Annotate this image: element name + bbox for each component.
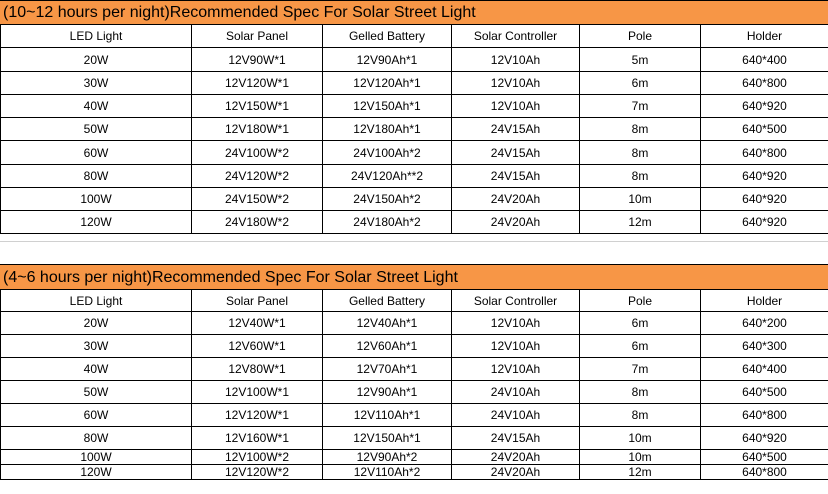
table-row — [1, 165, 828, 188]
cell-solar-controller: 24V15Ah — [452, 427, 580, 450]
cell-solar-panel: 12V120W*1 — [192, 404, 323, 427]
table-row — [1, 188, 828, 211]
cell-solar-panel: 12V100W*1 — [192, 381, 323, 404]
cell-holder: 640*800 — [701, 72, 828, 95]
cell-solar-controller: 24V10Ah — [452, 404, 580, 427]
table-row — [1, 118, 828, 141]
cell-led-light: 30W — [1, 335, 192, 358]
cell-led-light: 50W — [1, 381, 192, 404]
cell-pole: 6m — [580, 72, 701, 95]
header-row — [1, 25, 828, 48]
table-row — [1, 465, 828, 480]
header-gelled-battery: Gelled Battery — [323, 290, 452, 312]
cell-gelled-battery: 12V90Ah*1 — [323, 381, 452, 404]
header-pole: Pole — [580, 25, 701, 48]
header-solar-controller: Solar Controller — [452, 290, 580, 312]
cell-solar-panel: 12V60W*1 — [192, 335, 323, 358]
cell-led-light: 20W — [1, 312, 192, 335]
cell-solar-panel: 12V90W*1 — [192, 48, 323, 72]
cell-gelled-battery: 12V70Ah*1 — [323, 358, 452, 381]
cell-holder: 640*800 — [701, 404, 828, 427]
cell-gelled-battery: 12V110Ah*2 — [323, 465, 452, 480]
cell-solar-controller: 24V15Ah — [452, 165, 580, 188]
cell-holder: 640*920 — [701, 211, 828, 234]
cell-solar-panel: 12V120W*1 — [192, 72, 323, 95]
cell-pole: 10m — [580, 188, 701, 211]
cell-led-light: 30W — [1, 72, 192, 95]
cell-solar-panel: 12V80W*1 — [192, 358, 323, 381]
cell-pole: 12m — [580, 211, 701, 234]
table-row — [1, 358, 828, 381]
cell-solar-panel: 12V40W*1 — [192, 312, 323, 335]
table-row — [1, 48, 828, 72]
cell-holder: 640*400 — [701, 358, 828, 381]
cell-holder: 640*400 — [701, 48, 828, 72]
cell-solar-panel: 12V160W*1 — [192, 427, 323, 450]
cell-solar-controller: 24V10Ah — [452, 381, 580, 404]
cell-solar-panel: 12V120W*2 — [192, 465, 323, 480]
cell-led-light: 60W — [1, 404, 192, 427]
cell-pole: 6m — [580, 312, 701, 335]
cell-holder: 640*800 — [701, 141, 828, 165]
cell-gelled-battery: 12V40Ah*1 — [323, 312, 452, 335]
cell-led-light: 120W — [1, 465, 192, 480]
cell-pole: 6m — [580, 335, 701, 358]
cell-led-light: 20W — [1, 48, 192, 72]
table-row — [1, 141, 828, 165]
cell-pole: 8m — [580, 118, 701, 141]
cell-solar-controller: 24V20Ah — [452, 450, 580, 465]
spacer-row — [0, 241, 828, 266]
cell-led-light: 100W — [1, 188, 192, 211]
table2-title: (4~6 hours per night)Recommended Spec For Solar Street Light — [3, 269, 458, 286]
cell-holder: 640*920 — [701, 165, 828, 188]
table1 — [0, 24, 828, 234]
header-led-light: LED Light — [1, 290, 192, 312]
cell-gelled-battery: 12V150Ah*1 — [323, 95, 452, 118]
table2 — [0, 289, 828, 480]
cell-holder: 640*920 — [701, 427, 828, 450]
cell-holder: 640*500 — [701, 450, 828, 465]
cell-solar-controller: 12V10Ah — [452, 72, 580, 95]
table1-title: (10~12 hours per night)Recommended Spec For Solar Street Light — [3, 4, 476, 21]
cell-holder: 640*500 — [701, 381, 828, 404]
table-row — [1, 312, 828, 335]
cell-led-light: 80W — [1, 165, 192, 188]
cell-solar-controller: 12V10Ah — [452, 335, 580, 358]
cell-solar-panel: 24V120W*2 — [192, 165, 323, 188]
cell-gelled-battery: 24V180Ah*2 — [323, 211, 452, 234]
cell-gelled-battery: 12V60Ah*1 — [323, 335, 452, 358]
cell-gelled-battery: 12V90Ah*2 — [323, 450, 452, 465]
header-solar-controller: Solar Controller — [452, 25, 580, 48]
cell-solar-controller: 24V20Ah — [452, 188, 580, 211]
cell-led-light: 120W — [1, 211, 192, 234]
cell-solar-controller: 12V10Ah — [452, 95, 580, 118]
cell-solar-panel: 24V150W*2 — [192, 188, 323, 211]
table2-title-band — [0, 264, 828, 290]
cell-solar-panel: 12V100W*2 — [192, 450, 323, 465]
cell-pole: 8m — [580, 141, 701, 165]
cell-pole: 8m — [580, 165, 701, 188]
cell-holder: 640*500 — [701, 118, 828, 141]
cell-pole: 10m — [580, 450, 701, 465]
header-gelled-battery: Gelled Battery — [323, 25, 452, 48]
cell-gelled-battery: 12V110Ah*1 — [323, 404, 452, 427]
header-solar-panel: Solar Panel — [192, 290, 323, 312]
cell-holder: 640*300 — [701, 335, 828, 358]
cell-led-light: 50W — [1, 118, 192, 141]
cell-led-light: 40W — [1, 358, 192, 381]
cell-solar-controller: 24V20Ah — [452, 211, 580, 234]
table-row — [1, 335, 828, 358]
cell-solar-controller: 12V10Ah — [452, 48, 580, 72]
header-solar-panel: Solar Panel — [192, 25, 323, 48]
cell-pole: 12m — [580, 465, 701, 480]
cell-gelled-battery: 24V100Ah*2 — [323, 141, 452, 165]
cell-pole: 8m — [580, 404, 701, 427]
cell-pole: 8m — [580, 381, 701, 404]
cell-solar-panel: 12V180W*1 — [192, 118, 323, 141]
cell-solar-controller: 24V15Ah — [452, 118, 580, 141]
cell-solar-panel: 12V150W*1 — [192, 95, 323, 118]
cell-solar-controller: 24V20Ah — [452, 465, 580, 480]
cell-gelled-battery: 24V150Ah*2 — [323, 188, 452, 211]
cell-holder: 640*800 — [701, 465, 828, 480]
cell-gelled-battery: 12V120Ah*1 — [323, 72, 452, 95]
cell-pole: 7m — [580, 358, 701, 381]
cell-solar-panel: 24V180W*2 — [192, 211, 323, 234]
cell-holder: 640*920 — [701, 95, 828, 118]
cell-solar-controller: 24V15Ah — [452, 141, 580, 165]
cell-led-light: 80W — [1, 427, 192, 450]
header-pole: Pole — [580, 290, 701, 312]
cell-solar-controller: 12V10Ah — [452, 358, 580, 381]
table-row — [1, 211, 828, 234]
cell-pole: 10m — [580, 427, 701, 450]
cell-gelled-battery: 24V120Ah**2 — [323, 165, 452, 188]
table-row — [1, 381, 828, 404]
header-holder: Holder — [701, 290, 828, 312]
table-row — [1, 95, 828, 118]
table-row — [1, 450, 828, 465]
cell-gelled-battery: 12V180Ah*1 — [323, 118, 452, 141]
header-holder: Holder — [701, 25, 828, 48]
cell-led-light: 40W — [1, 95, 192, 118]
cell-solar-panel: 24V100W*2 — [192, 141, 323, 165]
cell-pole: 5m — [580, 48, 701, 72]
cell-holder: 640*920 — [701, 188, 828, 211]
cell-gelled-battery: 12V90Ah*1 — [323, 48, 452, 72]
header-row — [1, 290, 828, 312]
cell-holder: 640*200 — [701, 312, 828, 335]
cell-led-light: 100W — [1, 450, 192, 465]
table1-title-band — [0, 0, 828, 25]
header-led-light: LED Light — [1, 25, 192, 48]
table-row — [1, 427, 828, 450]
cell-solar-controller: 12V10Ah — [452, 312, 580, 335]
table-row — [1, 72, 828, 95]
cell-pole: 7m — [580, 95, 701, 118]
cell-gelled-battery: 12V150Ah*1 — [323, 427, 452, 450]
cell-led-light: 60W — [1, 141, 192, 165]
table-row — [1, 404, 828, 427]
